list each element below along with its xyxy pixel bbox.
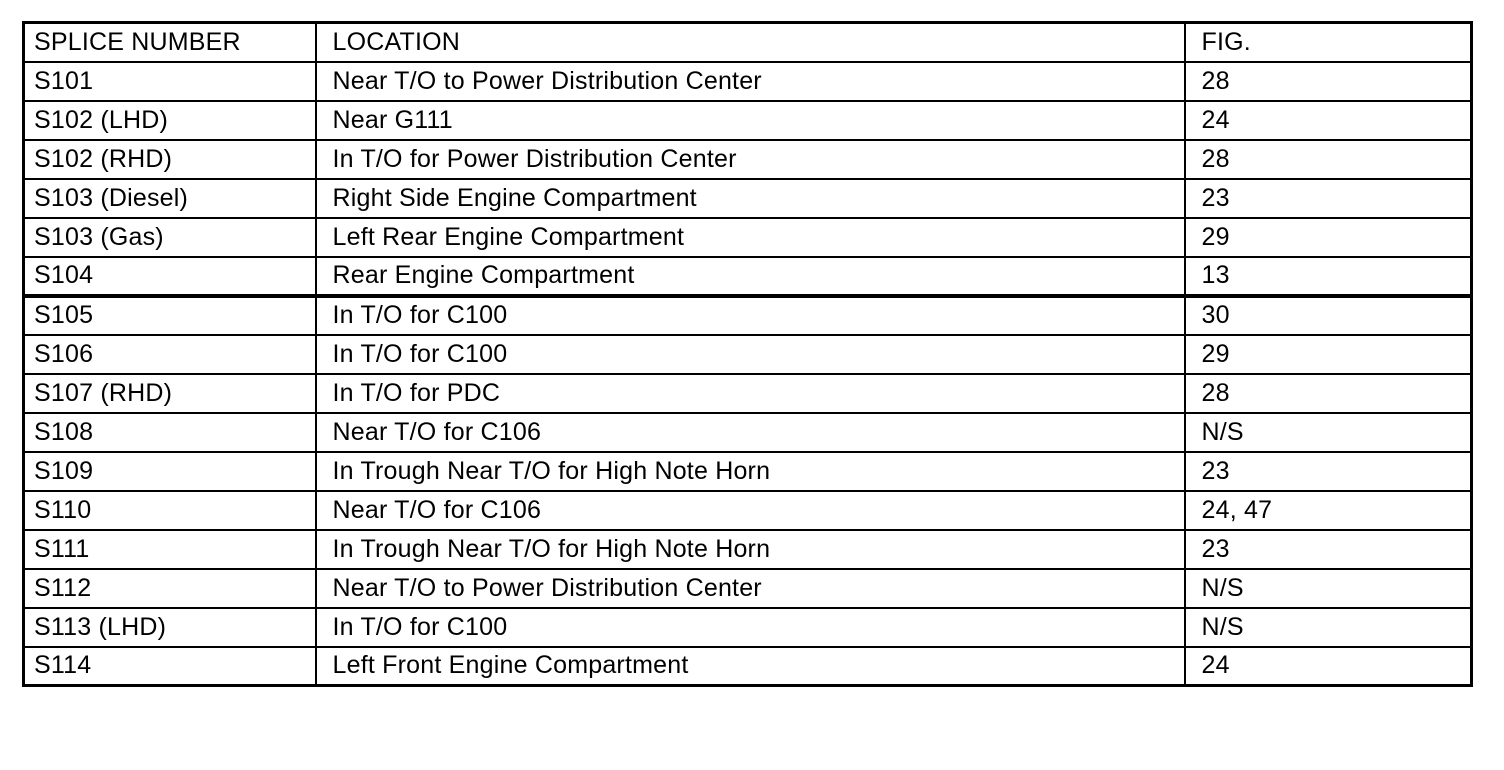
fig-cell: 13 [1185,257,1472,296]
table-row [24,296,1472,335]
fig-cell: N/S [1185,413,1472,452]
table-header-row [24,23,1472,62]
location-cell: In Trough Near T/O for High Note Horn [316,530,1185,569]
table-row [24,647,1472,686]
column-header-location: LOCATION [316,23,1185,62]
splice-number-cell: S111 [24,530,316,569]
splice-number-cell: S114 [24,647,316,686]
splice-number-cell: S108 [24,413,316,452]
fig-cell: 28 [1185,140,1472,179]
location-cell: In Trough Near T/O for High Note Horn [316,452,1185,491]
column-header-fig: FIG. [1185,23,1472,62]
location-cell: Left Front Engine Compartment [316,647,1185,686]
fig-cell: 28 [1185,374,1472,413]
fig-cell: 29 [1185,218,1472,257]
location-cell: Left Rear Engine Compartment [316,218,1185,257]
location-cell: In T/O for PDC [316,374,1185,413]
table-row [24,374,1472,413]
fig-cell: 23 [1185,179,1472,218]
location-cell: In T/O for C100 [316,335,1185,374]
fig-cell: 23 [1185,530,1472,569]
location-cell: In T/O for C100 [316,296,1185,335]
splice-number-cell: S107 (RHD) [24,374,316,413]
table-row [24,257,1472,296]
column-header-splice-number: SPLICE NUMBER [24,23,316,62]
table-row [24,101,1472,140]
splice-number-cell: S102 (LHD) [24,101,316,140]
location-cell: Rear Engine Compartment [316,257,1185,296]
table-row [24,569,1472,608]
splice-number-cell: S112 [24,569,316,608]
table-row [24,530,1472,569]
table-row [24,608,1472,647]
table-body [24,62,1472,686]
splice-number-cell: S102 (RHD) [24,140,316,179]
splice-table [22,21,1473,687]
splice-number-cell: S103 (Diesel) [24,179,316,218]
table-row [24,335,1472,374]
fig-cell: 29 [1185,335,1472,374]
fig-cell: N/S [1185,569,1472,608]
splice-number-cell: S101 [24,62,316,101]
table-row [24,140,1472,179]
table-row [24,413,1472,452]
location-cell: Near G111 [316,101,1185,140]
table-row [24,218,1472,257]
location-cell: In T/O for C100 [316,608,1185,647]
fig-cell: N/S [1185,608,1472,647]
location-cell: Near T/O for C106 [316,413,1185,452]
table-row [24,452,1472,491]
splice-number-cell: S106 [24,335,316,374]
splice-number-cell: S104 [24,257,316,296]
location-cell: Near T/O to Power Distribution Center [316,62,1185,101]
location-cell: Right Side Engine Compartment [316,179,1185,218]
fig-cell: 23 [1185,452,1472,491]
splice-number-cell: S103 (Gas) [24,218,316,257]
fig-cell: 24 [1185,101,1472,140]
fig-cell: 24 [1185,647,1472,686]
location-cell: Near T/O to Power Distribution Center [316,569,1185,608]
fig-cell: 24, 47 [1185,491,1472,530]
splice-number-cell: S110 [24,491,316,530]
splice-number-cell: S105 [24,296,316,335]
splice-number-cell: S113 (LHD) [24,608,316,647]
table-row [24,62,1472,101]
location-cell: Near T/O for C106 [316,491,1185,530]
splice-number-cell: S109 [24,452,316,491]
fig-cell: 28 [1185,62,1472,101]
fig-cell: 30 [1185,296,1472,335]
table-row [24,491,1472,530]
table-row [24,179,1472,218]
location-cell: In T/O for Power Distribution Center [316,140,1185,179]
